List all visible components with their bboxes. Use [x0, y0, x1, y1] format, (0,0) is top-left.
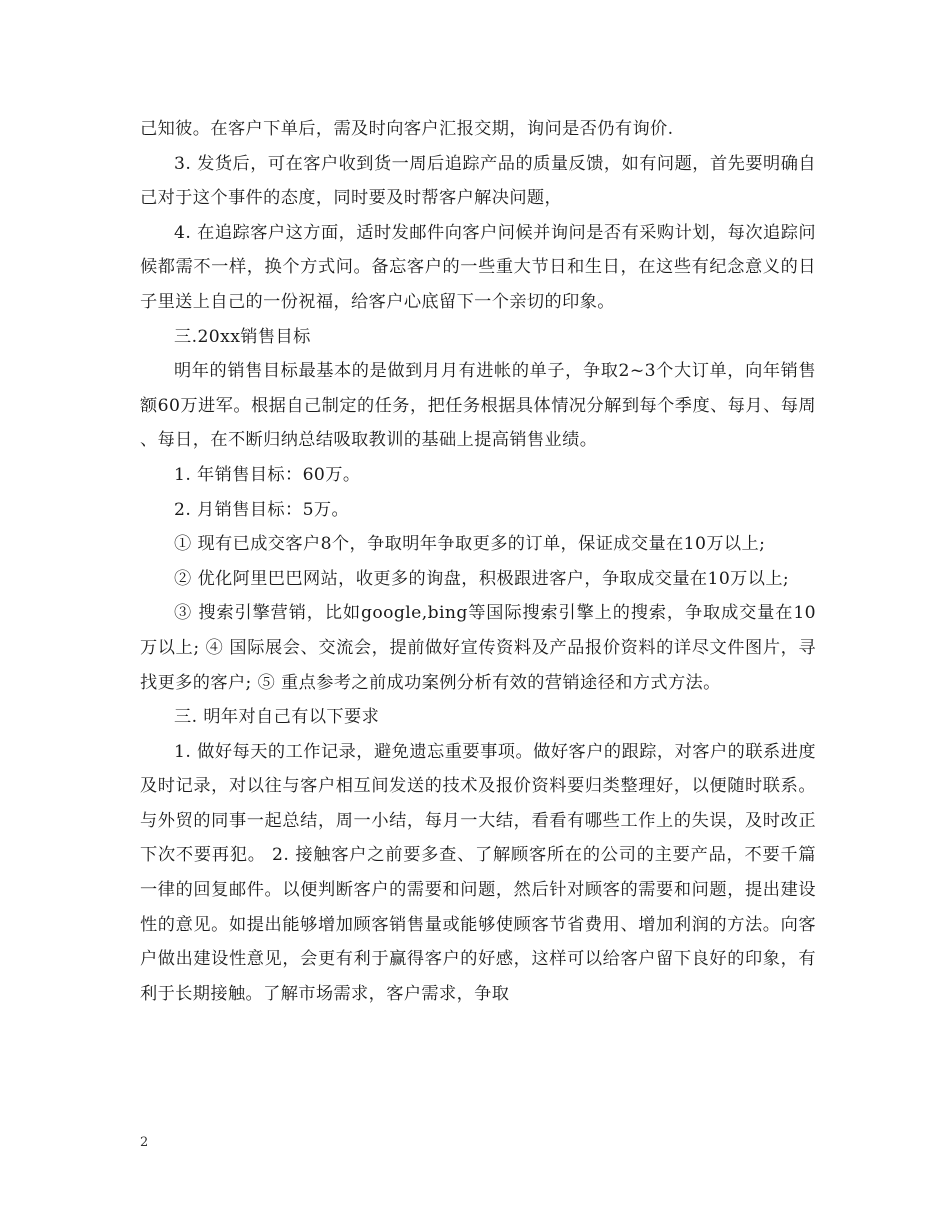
paragraph-point-3-5-marketing: ③ 搜索引擎营销，比如google,bing等国际搜索引擎上的搜索，争取成交量在10万以上; ④ 国际展会、交流会，提前做好宣传资料及产品报价资料的详尽文件图片，寻找更多的客户; ⑤ 重点参考之前成功案例分析有效的营销途径和方式方法。	[140, 603, 816, 693]
section-heading-self-requirements: 三. 明年对自己有以下要求	[174, 707, 380, 728]
paragraph-requirements-detail: 1. 做好每天的工作记录，避免遗忘重要事项。做好客户的跟踪，对客户的联系进度及时记录，对以往与客户相互间发送的技术及报价资料要归类整理好，以便随时联系。与外贸的同事一起总结，周一小结，每月一大结，看看有哪些工作上的失误，及时改正下次不要再犯。 2. 接触客户之前要多查、了解顾客所在的公司的主要产品，不要千篇一律的回复邮件。以便判断客户的需要和问题，然后针对顾客的需要和问题，提出建设性的意见。如提出能够增加顾客销售量或能够使顾客节省费用、增加利润的方法。向客户做出建设性意见，会更有利于赢得客户的好感，这样可以给客户留下良好的印象，有利于长期接触。了解市场需求，客户需求，争取	[140, 741, 816, 1004]
paragraph-item-4-tracking: 4. 在追踪客户这方面，适时发邮件向客户问候并询问是否有采购计划，每次追踪问候都需不一样，换个方式问。备忘客户的一些重大节日和生日，在这些有纪念意义的日子里送上自己的一份祝福，给客户心底留下一个亲切的印象。	[140, 222, 816, 312]
paragraph-monthly-target: 2. 月销售目标：5万。	[174, 499, 350, 520]
section-heading-sales-target: 三.20xx销售目标	[174, 326, 311, 347]
paragraph-point-2-alibaba: ② 优化阿里巴巴网站，收更多的询盘，积极跟进客户，争取成交量在10万以上;	[174, 568, 790, 589]
page-number: 2	[140, 1135, 149, 1150]
document-body	[140, 112, 816, 1011]
paragraph-annual-target: 1. 年销售目标：60万。	[174, 464, 361, 485]
paragraph-sales-target-intro: 明年的销售目标最基本的是做到月月有进帐的单子，争取2~3个大订单，向年销售额60万进军。根据自己制定的任务，把任务根据具体情况分解到每个季度、每月、每周 、每日，在不断归纳总结吸取教训的基础上提高销售业绩。	[140, 361, 816, 451]
paragraph-point-1-existing-clients: ① 现有已成交客户8个，争取明年争取更多的订单，保证成交量在10万以上;	[174, 534, 766, 555]
paragraph-continuation: 己知彼。在客户下单后，需及时向客户汇报交期，询问是否仍有询价.	[140, 119, 674, 139]
paragraph-item-3-shipping: 3. 发货后，可在客户收到货一周后追踪产品的质量反馈，如有问题，首先要明确自己对于这个事件的态度，同时要及时帮客户解决问题，	[140, 153, 816, 209]
